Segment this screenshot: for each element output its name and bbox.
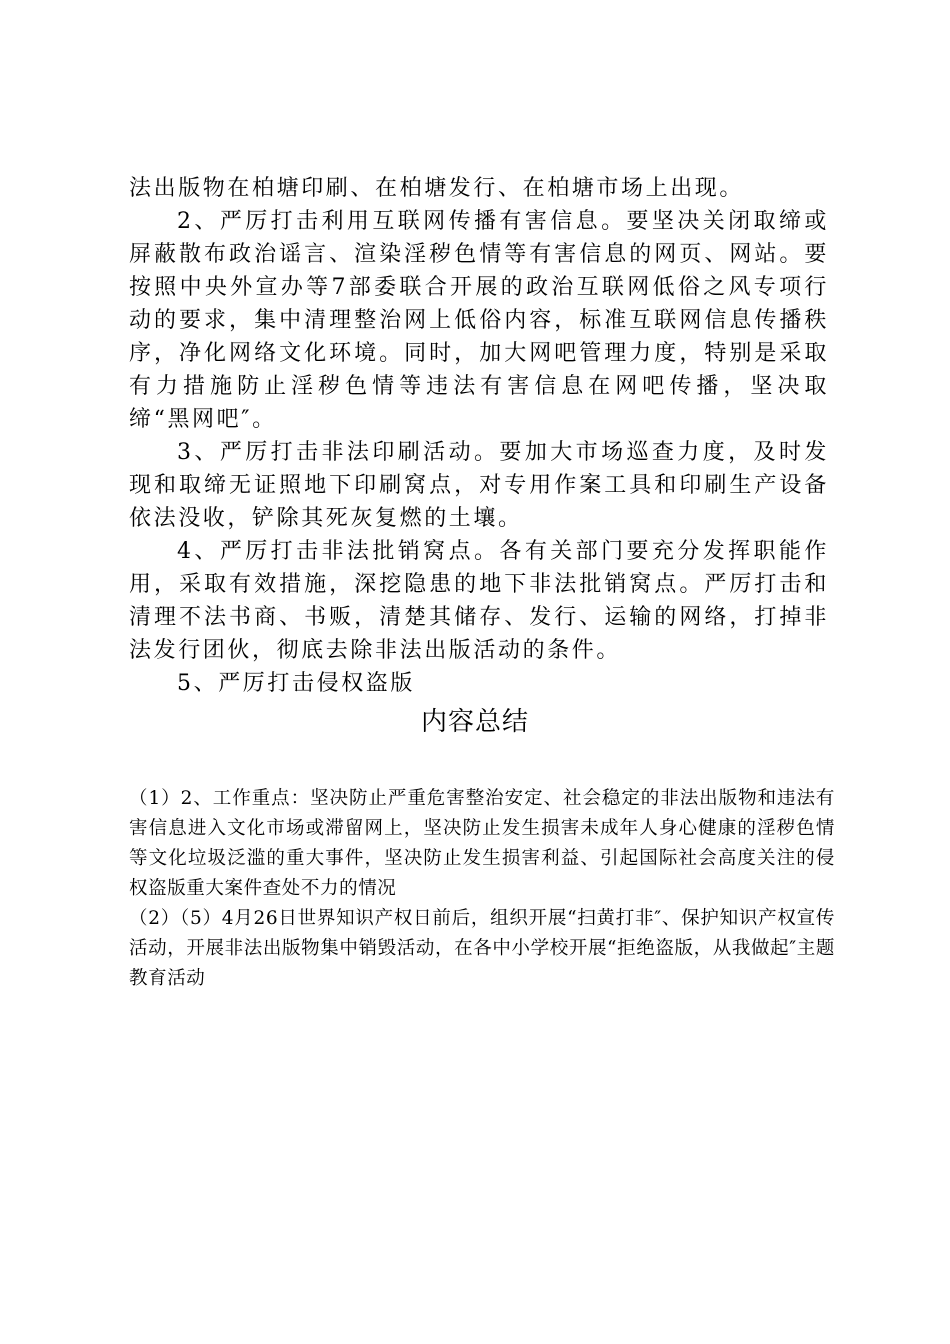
paragraph-illegal-wholesale: 4、严厉打击非法批销窝点。各有关部门要充分发挥职能作用，采取有效措施，深挖隐患的地下非法批销窝点。严厉打击和清理不法书商、书贩，清楚其储存、发行、运输的网络，打掉非法发行团伙，彻底去除非法出版活动的条件。 <box>129 539 829 663</box>
summary-item-2: （2）（5）4月26日世界知识产权日前后，组织开展“扫黄打非″、保护知识产权宣传活动，开展非法出版物集中销毁活动，在各中小学校开展“拒绝盗版，从我做起″主题教育活动 <box>129 908 835 989</box>
paragraph-internet-harmful-info: 2、严厉打击利用互联网传播有害信息。要坚决关闭取缔或屏蔽散布政治谣言、渲染淫秽色情等有害信息的网页、网站。要按照中央外宣办等7部委联合开展的政治互联网低俗之风专项行动的要求，集中清理整治网上低俗内容，标准互联网信息传播秩序，净化网络文化环境。同时，加大网吧管理力度，特别是采取有力措施防止淫秽色情等违法有害信息在网吧传播，坚决取缔“黑网吧″。 <box>129 209 829 432</box>
paragraph-continuation: 法出版物在柏塘印刷、在柏塘发行、在柏塘市场上出现。 <box>129 176 745 201</box>
summary-heading: 内容总结 <box>420 707 529 737</box>
summary-item-1: （1）2、工作重点：坚决防止严重危害整治安定、社会稳定的非法出版物和违法有害信息进入文化市场或滞留网上，坚决防止发生损害未成年人身心健康的淫秽色情等文化垃圾泛滥的重大事件，坚决防止发生损害利益、引起国际社会高度关注的侵权盗版重大案件查处不力的情况 <box>129 788 835 899</box>
paragraph-piracy: 5、严厉打击侵权盗版 <box>177 671 415 696</box>
paragraph-illegal-printing: 3、严厉打击非法印刷活动。要加大市场巡查力度，及时发现和取缔无证照地下印刷窝点，对专用作案工具和印刷生产设备依法没收，铲除其死灰复燃的土壤。 <box>129 440 829 531</box>
summary-section <box>129 784 835 994</box>
document-body <box>129 172 829 700</box>
